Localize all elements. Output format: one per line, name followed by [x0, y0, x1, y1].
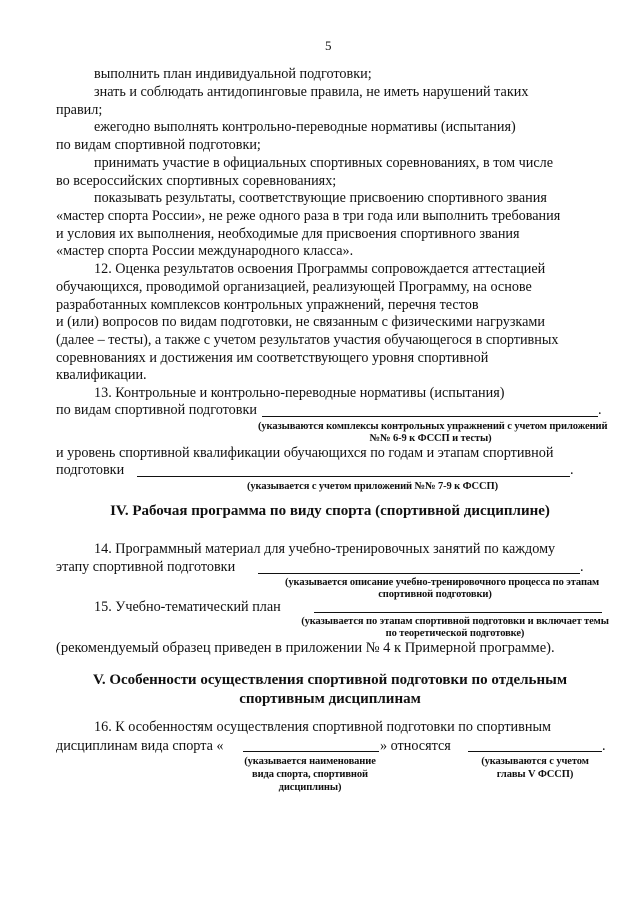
text-line: во всероссийских спортивных соревнованиях;	[56, 173, 337, 189]
fill-in-line	[137, 476, 570, 477]
text-line: «мастер спорта России международного класса».	[56, 243, 354, 259]
footnote-label: (указываются с учетом	[481, 756, 589, 767]
text-line-end: .	[598, 402, 602, 418]
text-line: соревнованиях и достижения им соответствующего уровня спортивной	[56, 350, 489, 366]
footnote-label: вида спорта, спортивной	[252, 769, 368, 780]
text-line: и (или) вопросов по видам подготовки, не связанным с физическими нагрузками	[56, 314, 545, 330]
text-line-end: .	[580, 559, 584, 575]
text-line: 13. Контрольные и контрольно-переводные нормативы (испытания)	[94, 385, 505, 401]
text-line: разработанных комплексов контрольных упражнений, перечня тестов	[56, 297, 479, 313]
footnote-label: (указывается описание учебно-тренировочного процесса по этапам	[285, 577, 600, 588]
fill-in-line	[468, 751, 602, 752]
text-line-end: .	[570, 462, 574, 478]
section-heading: спортивным дисциплинам	[239, 691, 421, 707]
text-line: и условия их выполнения, необходимые для присвоения спортивного звания	[56, 226, 520, 242]
text-line: по видам спортивной подготовки	[56, 402, 257, 418]
fill-in-line	[262, 416, 598, 417]
fill-in-line	[258, 573, 580, 574]
text-line: обучающихся, проводимой организацией, реализующей Программу, на основе	[56, 279, 532, 295]
fill-in-line	[243, 751, 379, 752]
text-line: 12. Оценка результатов освоения Программы сопровождается аттестацией	[94, 261, 546, 277]
text-line: по видам спортивной подготовки;	[56, 137, 261, 153]
text-line: правил;	[56, 102, 103, 118]
text-line: дисциплинам вида спорта «	[56, 738, 224, 754]
text-line: (рекомендуемый образец приведен в приложении № 4 к Примерной программе).	[56, 640, 555, 656]
text-line-end: .	[602, 738, 606, 754]
footnote-label: (указывается по этапам спортивной подготовки и включает темы	[301, 616, 609, 627]
footnote-label: (указываются комплексы контрольных упражнений с учетом приложений	[258, 421, 608, 432]
text-line: 14. Программный материал для учебно-тренировочных занятий по каждому	[94, 541, 556, 557]
text-line: «мастер спорта России», не реже одного раза в три года или выполнить требования	[56, 208, 561, 224]
text-line: 15. Учебно-тематический план	[94, 599, 281, 615]
section-heading: IV. Рабочая программа по виду спорта (спортивной дисциплине)	[110, 503, 550, 519]
text-line: выполнить план индивидуальной подготовки;	[94, 66, 372, 82]
fill-in-line	[314, 612, 602, 613]
footnote-label: дисциплины)	[278, 782, 342, 793]
footnote-label: (указывается с учетом приложений №№ 7-9 к ФССП)	[246, 481, 498, 492]
section-heading: V. Особенности осуществления спортивной подготовки по отдельным	[92, 672, 568, 688]
text-line: подготовки	[56, 462, 125, 478]
text-line: ежегодно выполнять контрольно-переводные нормативы (испытания)	[94, 119, 516, 135]
text-line: квалификации.	[56, 367, 147, 383]
footnote-label: главы V ФССП)	[496, 769, 574, 780]
text-line: знать и соблюдать антидопинговые правила, не иметь нарушений таких	[94, 84, 529, 100]
page-number: 5	[325, 38, 332, 53]
footnote-label: (указывается наименование	[244, 756, 376, 767]
text-line: (далее – тесты), а также с учетом результатов участия обучающегося в спортивных	[56, 332, 559, 348]
text-line: принимать участие в официальных спортивных соревнованиях, в том числе	[94, 155, 554, 171]
footnote-label: №№ 6-9 к ФССП и тесты)	[369, 433, 492, 444]
footnote-label: спортивной подготовки)	[378, 589, 492, 600]
text-line: » относятся	[380, 738, 451, 754]
text-line: показывать результаты, соответствующие присвоению спортивного звания	[94, 190, 547, 206]
text-line: 16. К особенностям осуществления спортивной подготовки по спортивным	[94, 719, 551, 735]
text-line: этапу спортивной подготовки	[56, 559, 236, 575]
text-line: и уровень спортивной квалификации обучающихся по годам и этапам спортивной	[56, 445, 554, 461]
footnote-label: по теоретической подготовке)	[385, 628, 525, 639]
